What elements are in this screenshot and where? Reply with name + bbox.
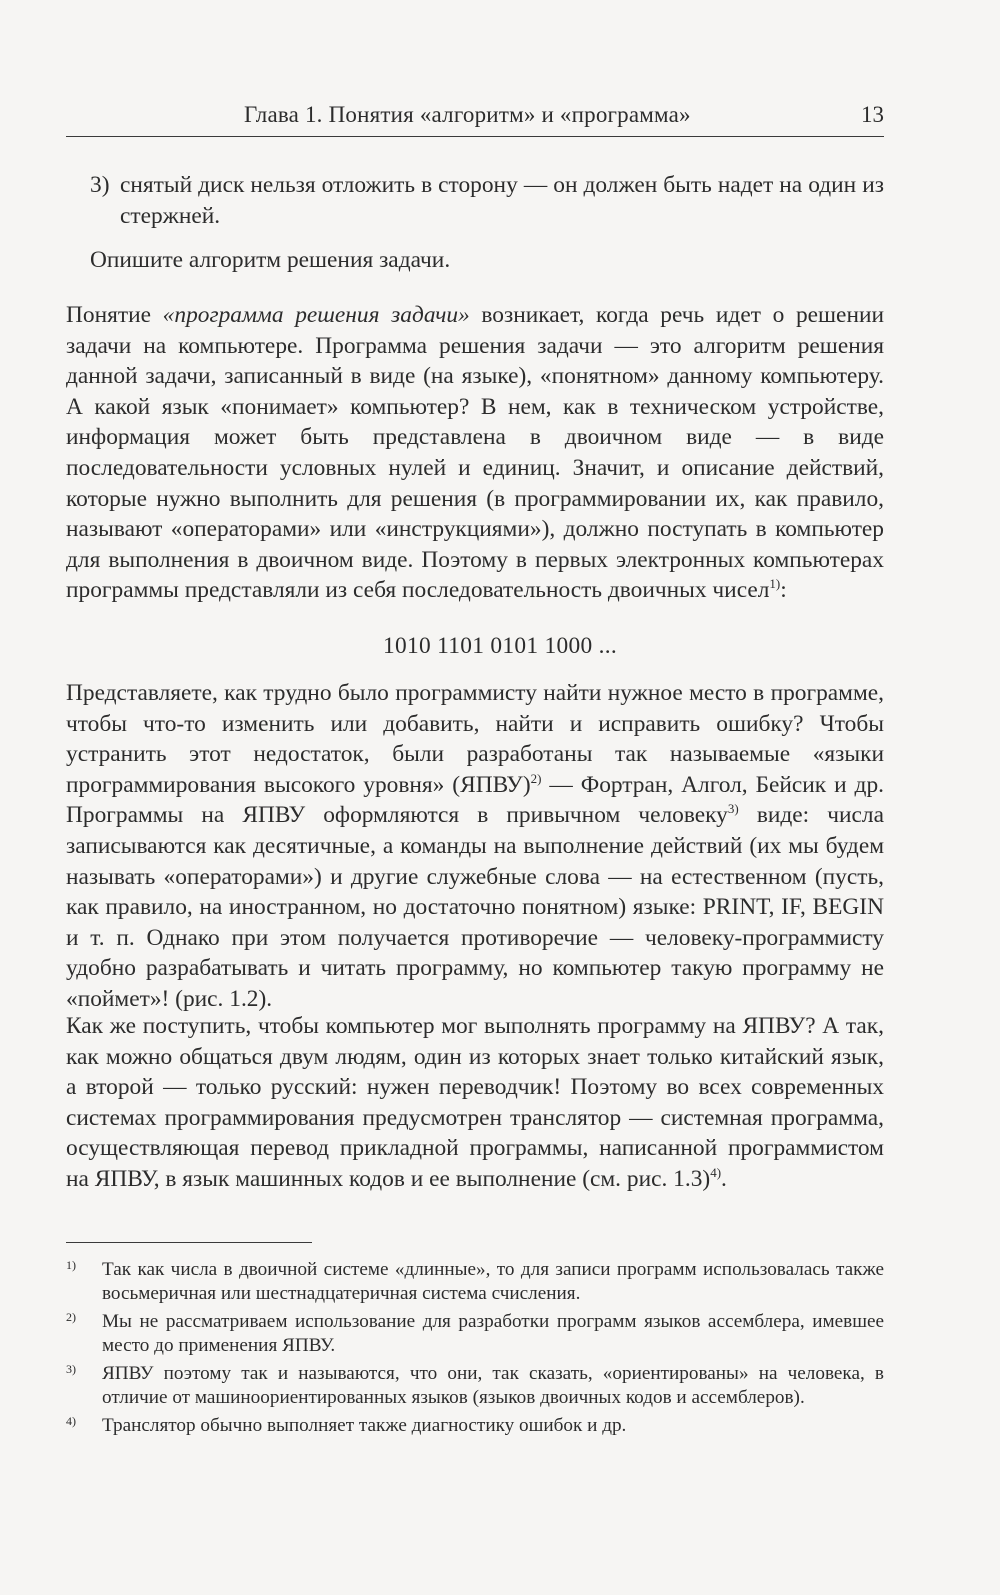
footnote-mark: 4) (66, 1414, 76, 1428)
footnote-mark: 3) (66, 1362, 76, 1376)
list-item-number: 3) (90, 172, 110, 198)
footnote-4 (66, 1414, 884, 1438)
para1-text: возникает, когда речь идет о решении задачи на компьютере. Программа решения задачи — это алгоритм решения данной задачи, записанный в виде (на языке), «понятном» данному компьютеру. А какой язык «понимает» компьютер? В нем, как в техническом устройстве, информация может быть представлена в двоичном виде — в виде последовательности условных нулей и единиц. Значит, и описание действий, которые нужно выполнить для решения (в программировании их, как правило, называют «операторами» или «инструкциями»), должно поступать в компьютер для выполнения в двоичном виде. Поэтому в первых электронных компьютерах программы представляли из себя последовательность двоичных чисел (66, 302, 884, 604)
list-item-text: снятый диск нельзя отложить в сторону — он должен быть надет на один из стержней. (120, 172, 884, 229)
footnote-text: ЯПВУ поэтому так и называются, что они, так сказать, «ориентированы» на человека, в отличие от машиноориентированных языков (языков двоичных кодов и ассемблеров). (102, 1363, 884, 1408)
running-header (66, 96, 884, 137)
footnote-ref-4: 4) (710, 1165, 722, 1181)
footnote-ref-2: 2) (530, 770, 542, 786)
footnote-divider (66, 1242, 312, 1243)
para1-end: : (780, 577, 787, 604)
page-number: 13 (861, 102, 884, 127)
binary-example: 1010 1101 0101 1000 ... (382, 633, 618, 659)
paragraph-high-level-languages (66, 678, 884, 1015)
footnote-3 (66, 1362, 884, 1410)
footnote-text: Транслятор обычно выполняет также диагностику ошибок и др. (102, 1415, 627, 1436)
footnote-text: Так как числа в двоичной системе «длинные», то для записи программ использовалась также восьмеричная или шестнадцатеричная система счисления. (102, 1259, 884, 1304)
footnote-2 (66, 1310, 884, 1358)
footnote-mark: 2) (66, 1310, 76, 1324)
footnote-mark: 1) (66, 1258, 76, 1272)
para2-part1: Представляете, как трудно было программисту найти нужное место в программе, чтобы что-то изменить или добавить, найти и исправить ошибку? Чтобы устранить этот недостаток, были разработаны так называемые «языки программирования высокого уровня» (ЯПВУ) (66, 680, 884, 798)
para3-text: Как же поступить, чтобы компьютер мог выполнять программу на ЯПВУ? А так, как можно общаться двум людям, один из которых знает только китайский язык, а второй — только русский: нужен переводчик! Поэтому во всех современных системах программирования предусмотрен транслятор — системная программа, осуществляющая перевод прикладной программы, написанной программистом на ЯПВУ, в язык машинных кодов и ее выполнение (см. рис. 1.3) (66, 1013, 884, 1192)
paragraph-translator (66, 1011, 884, 1195)
task-statement: Опишите алгоритм решения задачи. (90, 247, 451, 273)
footnote-ref-3: 3) (727, 801, 739, 817)
paragraph-program-concept (66, 300, 884, 606)
para2-part2: — Фортран, Алгол, Бейсик и др. Программы на ЯПВУ оформляются в привычном человеку (66, 771, 884, 829)
para3-end: . (721, 1165, 727, 1192)
footnote-1 (66, 1258, 884, 1306)
chapter-title: Глава 1. Понятия «алгоритм» и «программа» (244, 102, 691, 127)
footnote-ref-1: 1) (769, 576, 781, 592)
list-item (90, 170, 884, 231)
footnotes (66, 1258, 884, 1442)
para2-part3: виде: числа записываются как десятичные, а команды на выполнение действий (их мы будем называть «операторами») и другие служебные слова — на естественном (пусть, как правило, на иностранном, но достаточно понятном) языке: PRINT, IF, BEGIN и т. п. Однако при этом получается противоречие — человеку-программисту удобно разрабатывать и читать программу, но компьютер такую программу не «поймет»! (рис. 1.2). (66, 802, 884, 1012)
para1-term: «программа решения задачи» (162, 302, 470, 328)
footnote-text: Мы не рассматриваем использование для разработки программ языков ассемблера, имевшее место до применения ЯПВУ. (102, 1311, 884, 1356)
para1-lead: Понятие (66, 302, 163, 328)
